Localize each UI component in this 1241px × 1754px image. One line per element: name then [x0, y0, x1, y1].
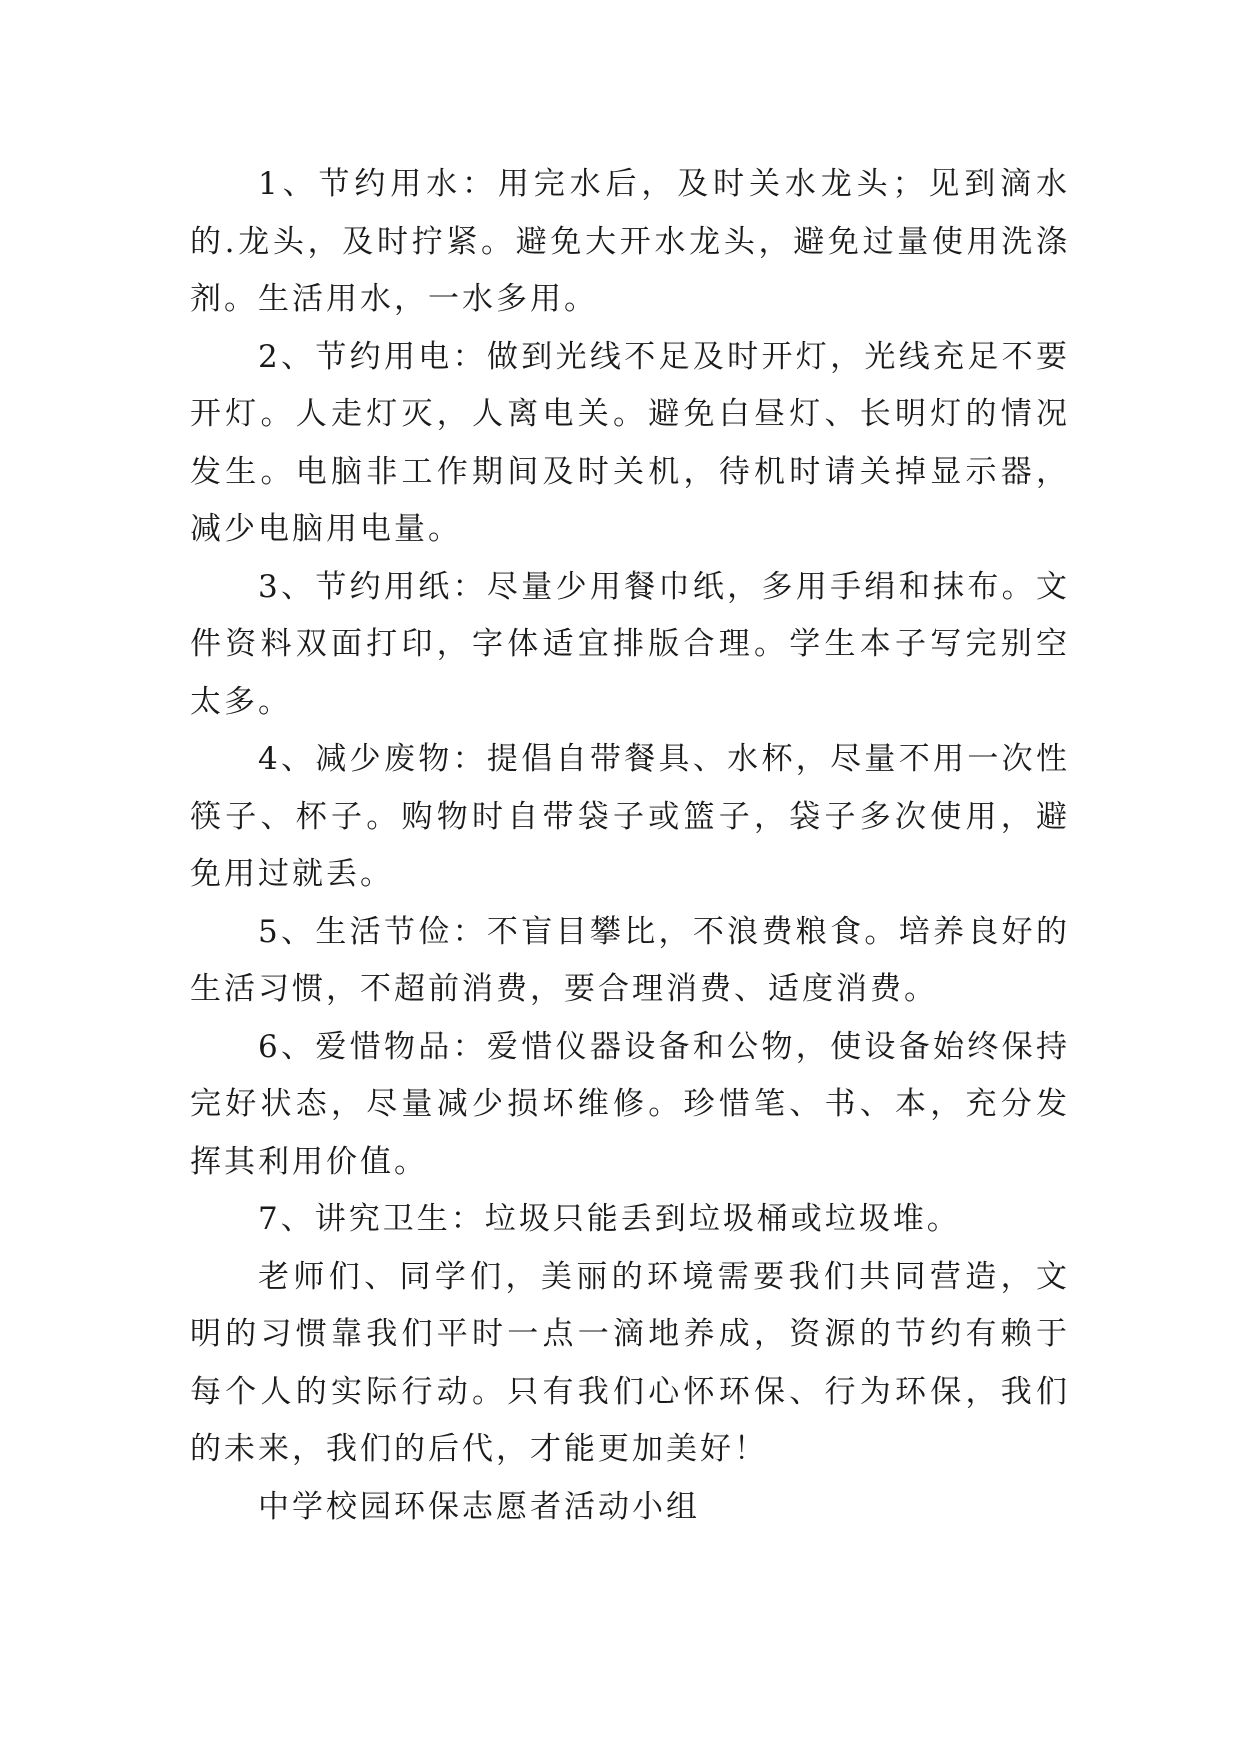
paragraph-reduce-waste: 4、减少废物：提倡自带餐具、水杯，尽量不用一次性筷子、杯子。购物时自带袋子或篮子，袋子多次使用，避免用过就丢。 — [190, 741, 1070, 892]
paragraph-paper-saving: 3、节约用纸：尽量少用餐巾纸，多用手绢和抹布。文件资料双面打印，字体适宜排版合理。学生本子写完别空太多。 — [190, 568, 1070, 720]
signature-group: 中学校园环保志愿者活动小组 — [258, 1488, 700, 1525]
paragraph-cherish-items: 6、爱惜物品：爱惜仪器设备和公物，使设备始终保持完好状态，尽量减少损坏维修。珍惜笔、书、本，充分发挥其利用价值。 — [190, 1028, 1070, 1180]
paragraph-water-saving: 1、节约用水：用完水后，及时关水龙头；见到滴水的.龙头，及时拧紧。避免大开水龙头，避免过量使用洗涤剂。生活用水，一水多用。 — [190, 166, 1070, 317]
paragraph-hygiene: 7、讲究卫生：垃圾只能丢到垃圾桶或垃圾堆。 — [258, 1201, 961, 1237]
paragraph-electricity-saving: 2、节约用电：做到光线不足及时开灯，光线充足不要开灯。人走灯灭，人离电关。避免白昼灯、长明灯的情况发生。电脑非工作期间及时关机，待机时请关掉显示器，减少电脑用电量。 — [190, 338, 1070, 547]
document-body — [190, 156, 1070, 1536]
paragraph-frugal-living: 5、生活节俭：不盲目攀比，不浪费粮食。培养良好的生活习惯，不超前消费，要合理消费、适度消费。 — [190, 913, 1070, 1007]
paragraph-closing-appeal: 老师们、同学们，美丽的环境需要我们共同营造，文明的习惯靠我们平时一点一滴地养成，资源的节约有赖于每个人的实际行动。只有我们心怀环保、行为环保，我们的未来，我们的后代，才能更加美好！ — [190, 1258, 1070, 1467]
